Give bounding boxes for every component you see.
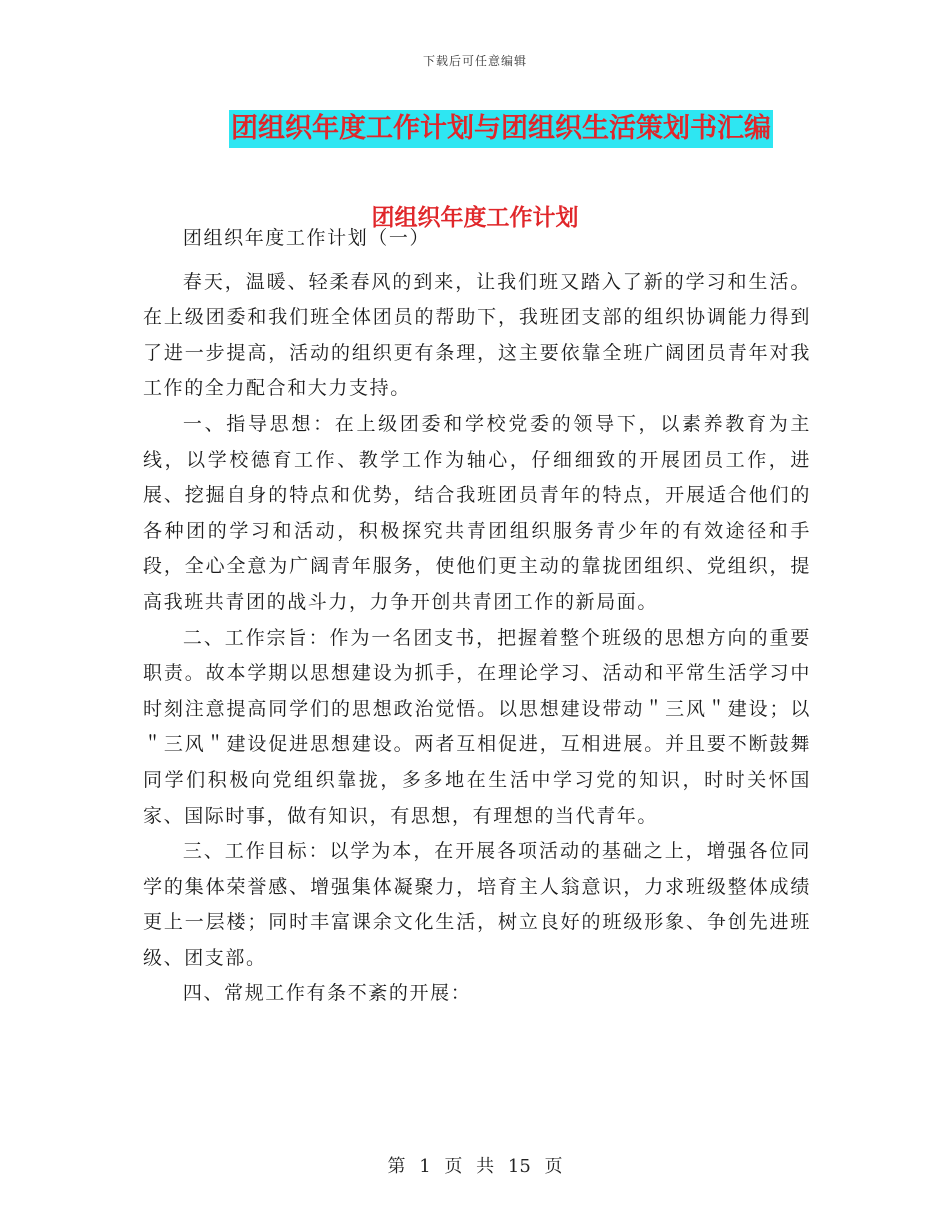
paragraph-intro: 春天，温暖、轻柔春风的到来，让我们班又踏入了新的学习和生活。在上级团委和我们班全体团员的帮助下，我班团支部的组织协调能力得到了进一步提高，活动的组织更有条理，这主要依靠全班广阔团员青年对我工作的全力配合和大力支持。 (143, 270, 811, 400)
footer-total-pages: 15 (507, 1156, 531, 1177)
page-footer (0, 1152, 950, 1178)
footer-total-label: 共 (476, 1156, 495, 1177)
paragraph-guiding-thought: 一、指导思想：在上级团委和学校党委的领导下，以素养教育为主线，以学校德育工作、教学工作为轴心，仔细细致的开展团员工作，进展、挖掘自身的特点和优势，结合我班团员青年的特点，开展适合他们的各种团的学习和活动，积极探究共青团组织服务青少年的有效途径和手段，全心全意为广阔青年服务，使他们更主动的靠拢团组织、党组织，提高我班共青团的战斗力，力争开创共青团工作的新局面。 (143, 412, 811, 613)
body-text (143, 221, 811, 1012)
section-title: 团组织年度工作计划 (371, 205, 579, 231)
footer-page-number: 1 (419, 1156, 431, 1177)
header-note: 下载后可任意编辑 (422, 54, 527, 68)
paragraph-work-goal: 三、工作目标：以学为本，在开展各项活动的基础之上，增强各位同学的集体荣誉感、增强集体凝聚力，培育主人翁意识，力求班级整体成绩更上一层楼；同时丰富课余文化生活，树立良好的班级形象、争创先进班级、团支部。 (143, 840, 811, 969)
main-title-container (0, 110, 950, 148)
main-title: 团组织年度工作计划与团组织生活策划书汇编 (229, 110, 773, 148)
footer-page-label: 第 (387, 1156, 406, 1177)
footer-total-unit: 页 (544, 1156, 563, 1177)
paragraph-routine-work: 四、常规工作有条不紊的开展： (182, 982, 472, 1005)
paragraph-work-purpose: 二、工作宗旨：作为一名团支书，把握着整个班级的思想方向的重要职责。故本学期以思想建设为抓手，在理论学习、活动和平常生活学习中时刻注意提高同学们的思想政治觉悟。以思想建设带动＂三风＂建设；以＂三风＂建设促进思想建设。两者互相促进，互相进展。并且要不断鼓舞同学们积极向党组织靠拢，多多地在生活中学习党的知识，时时关怀国家、国际时事，做有知识，有思想，有理想的当代青年。 (143, 626, 811, 827)
footer-page-unit: 页 (444, 1156, 463, 1177)
paragraph-subheading: 团组织年度工作计划（一） (182, 227, 431, 249)
